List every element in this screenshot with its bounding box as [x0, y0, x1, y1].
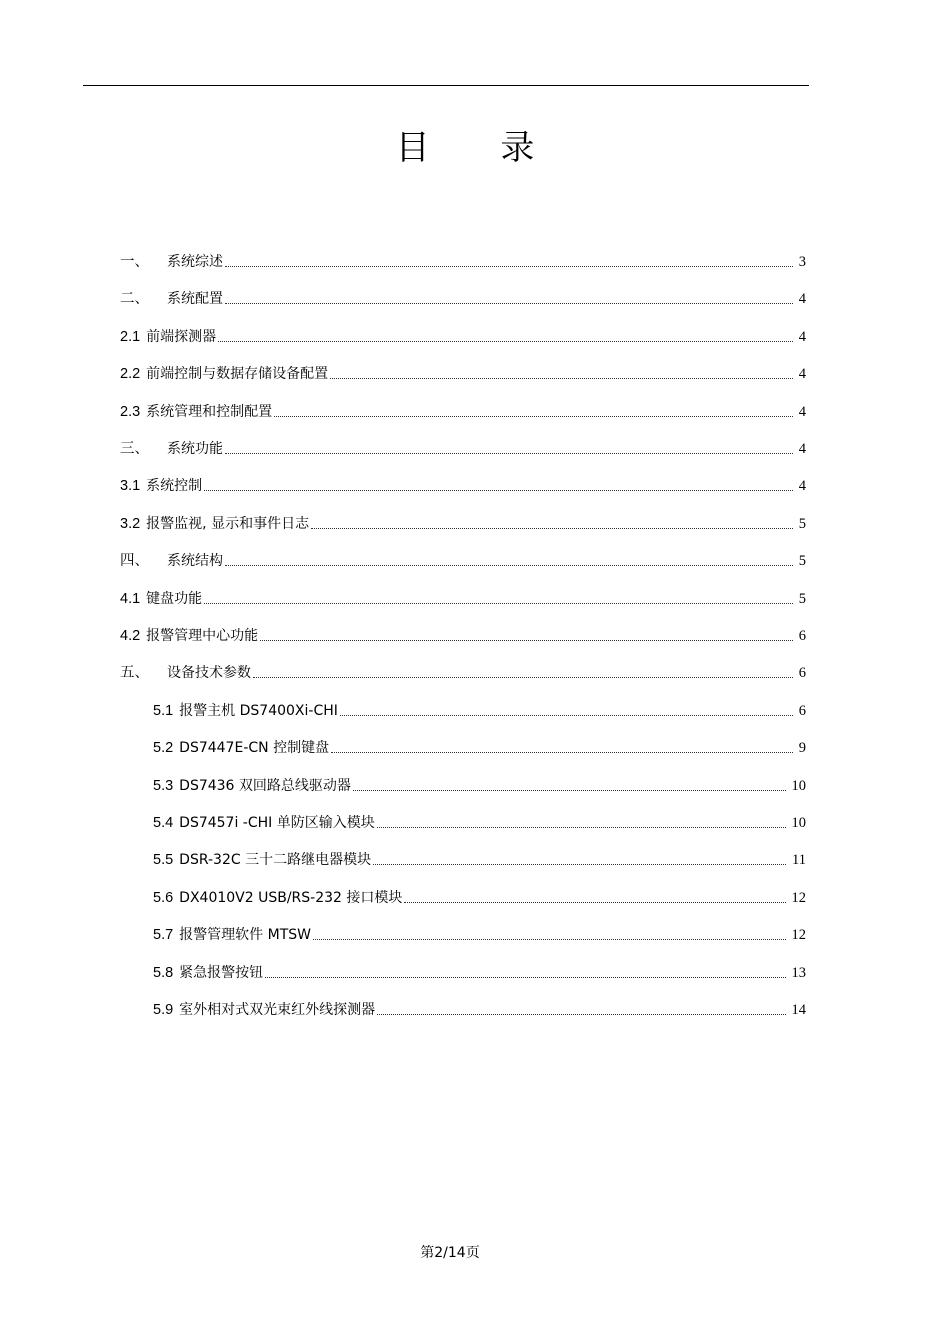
- toc-entry-page: 4: [798, 478, 806, 495]
- toc-entry-number: 5.2: [153, 740, 174, 757]
- toc-leader-dots: [353, 790, 786, 791]
- toc-entry-page: 13: [791, 964, 806, 981]
- toc-entry-title: 紧急报警按钮: [179, 964, 264, 981]
- toc-entry[interactable]: [153, 772, 806, 796]
- toc-entry[interactable]: [153, 846, 806, 870]
- toc-leader-dots: [313, 939, 786, 940]
- toc-entry-number: 2.3: [120, 403, 141, 420]
- toc-entry-title: DS7447E-CN 控制键盘: [179, 740, 330, 757]
- toc-entry-number: 5.9: [153, 1002, 174, 1018]
- toc-entry-title: 报警监视, 显示和事件日志: [146, 515, 310, 532]
- toc-entry-title: 系统管理和控制配置: [146, 403, 273, 420]
- toc-entry-title: 系统综述: [167, 254, 223, 270]
- toc-entry-page: 5: [798, 553, 806, 570]
- toc-entry-number: 5.4: [153, 815, 174, 831]
- toc-entry-page: 4: [798, 291, 806, 308]
- toc-entry-title: 室外相对式双光束红外线探测器: [179, 1002, 376, 1018]
- toc-leader-dots: [274, 416, 793, 417]
- toc-leader-dots: [260, 640, 793, 641]
- page-footer: 第2/14页: [420, 1245, 480, 1261]
- toc-entry-page: 10: [791, 777, 806, 794]
- toc-entry-title: 系统控制: [146, 478, 203, 495]
- toc-entry-page: 12: [791, 927, 806, 944]
- toc-entry-page: 6: [798, 665, 806, 682]
- toc-entry[interactable]: [120, 323, 806, 347]
- toc-entry-title: 前端探测器: [146, 328, 217, 345]
- toc-entry-title: DX4010V2 USB/RS-232 接口模块: [179, 889, 403, 906]
- toc-entry-number: 4.2: [120, 628, 141, 644]
- toc-entry-page: 4: [798, 328, 806, 345]
- toc-entry-page: 11: [792, 852, 806, 869]
- toc-entry-page: 4: [798, 441, 806, 457]
- toc-leader-dots: [311, 528, 793, 529]
- toc-entry-title: 报警主机 DS7400Xi-CHI: [179, 702, 338, 719]
- toc-entry-page: 9: [798, 740, 806, 757]
- toc-leader-dots: [218, 341, 793, 342]
- toc-leader-dots: [330, 378, 793, 379]
- toc-entry[interactable]: [120, 398, 806, 422]
- toc-leader-dots: [225, 453, 793, 454]
- toc-entry-title: 系统功能: [167, 441, 223, 457]
- toc-entry-number: 5.5: [153, 852, 174, 869]
- toc-entry-page: 12: [791, 889, 806, 906]
- toc-entry-title: DS7436 双回路总线驱动器: [179, 777, 351, 794]
- toc-entry-title: 报警管理软件 MTSW: [179, 927, 311, 944]
- toc-entry[interactable]: [120, 285, 806, 309]
- toc-entry[interactable]: [153, 884, 806, 908]
- toc-entry-number: 5.8: [153, 964, 174, 981]
- toc-leader-dots: [377, 827, 786, 828]
- toc-entry-number: 2.2: [120, 366, 141, 383]
- toc-entry-page: 5: [798, 515, 806, 532]
- toc-leader-dots: [253, 677, 793, 678]
- toc-entry-number: 一、: [120, 254, 149, 270]
- toc-entry-number: 5.3: [153, 777, 174, 794]
- toc-entry[interactable]: [153, 959, 806, 983]
- toc-entry[interactable]: [120, 585, 806, 609]
- toc-entry-number: 4.1: [120, 590, 141, 607]
- toc-leader-dots: [204, 603, 793, 604]
- toc-entry-page: 3: [798, 254, 806, 270]
- toc-entry-title: 前端控制与数据存储设备配置: [146, 366, 329, 383]
- toc-entry[interactable]: [153, 996, 806, 1020]
- toc-entry-page: 10: [791, 815, 806, 831]
- toc-leader-dots: [265, 977, 785, 978]
- toc-entry-number: 3.2: [120, 515, 141, 532]
- toc-entry[interactable]: [120, 547, 806, 571]
- toc-entry-page: 4: [798, 403, 806, 420]
- toc-entry-title: 键盘功能: [146, 590, 203, 607]
- toc-entry-number: 二、: [120, 291, 149, 308]
- toc-leader-dots: [225, 303, 793, 304]
- toc-entry-page: 4: [798, 366, 806, 383]
- toc-leader-dots: [204, 490, 793, 491]
- toc-entry[interactable]: [153, 734, 806, 758]
- toc-entry-title: 报警管理中心功能: [146, 628, 259, 644]
- toc-entry[interactable]: [120, 622, 806, 646]
- toc-entry-title: 系统结构: [167, 553, 223, 570]
- toc-entry-number: 三、: [120, 441, 149, 457]
- toc-entry-page: 6: [798, 702, 806, 719]
- toc-entry[interactable]: [120, 510, 806, 534]
- toc-leader-dots: [404, 902, 785, 903]
- toc-leader-dots: [377, 1014, 785, 1015]
- toc-entry-title: 设备技术参数: [167, 665, 251, 682]
- toc-entry-number: 四、: [120, 553, 149, 570]
- toc-entry-title: 系统配置: [167, 291, 223, 308]
- toc-leader-dots: [225, 266, 793, 267]
- toc-leader-dots: [373, 864, 786, 865]
- toc-entry[interactable]: [153, 921, 806, 945]
- toc-entry-number: 3.1: [120, 478, 141, 495]
- toc-leader-dots: [225, 565, 793, 566]
- header-rule: [83, 85, 809, 86]
- toc-entry-number: 5.6: [153, 889, 174, 906]
- toc-entry-number: 5.1: [153, 702, 174, 719]
- toc-entry[interactable]: [120, 248, 806, 272]
- toc-entry-page: 6: [798, 628, 806, 644]
- toc-entry-page: 5: [798, 590, 806, 607]
- toc-entry-title: DS7457i -CHI 单防区输入模块: [179, 815, 375, 831]
- toc-entry[interactable]: [120, 435, 806, 459]
- toc-entry[interactable]: [153, 809, 806, 833]
- toc-title: 目 录: [395, 128, 565, 168]
- toc-entry-number: 五、: [120, 665, 149, 682]
- toc-leader-dots: [340, 715, 793, 716]
- toc-entry-number: 2.1: [120, 328, 141, 345]
- toc-leader-dots: [331, 752, 793, 753]
- toc-entry[interactable]: [120, 360, 806, 384]
- toc-entry[interactable]: [153, 697, 806, 721]
- toc-entry-title: DSR-32C 三十二路继电器模块: [179, 852, 372, 869]
- toc-entry-page: 14: [791, 1002, 806, 1018]
- toc-entry[interactable]: [120, 659, 806, 683]
- toc-entry[interactable]: [120, 472, 806, 496]
- toc-entry-number: 5.7: [153, 927, 174, 944]
